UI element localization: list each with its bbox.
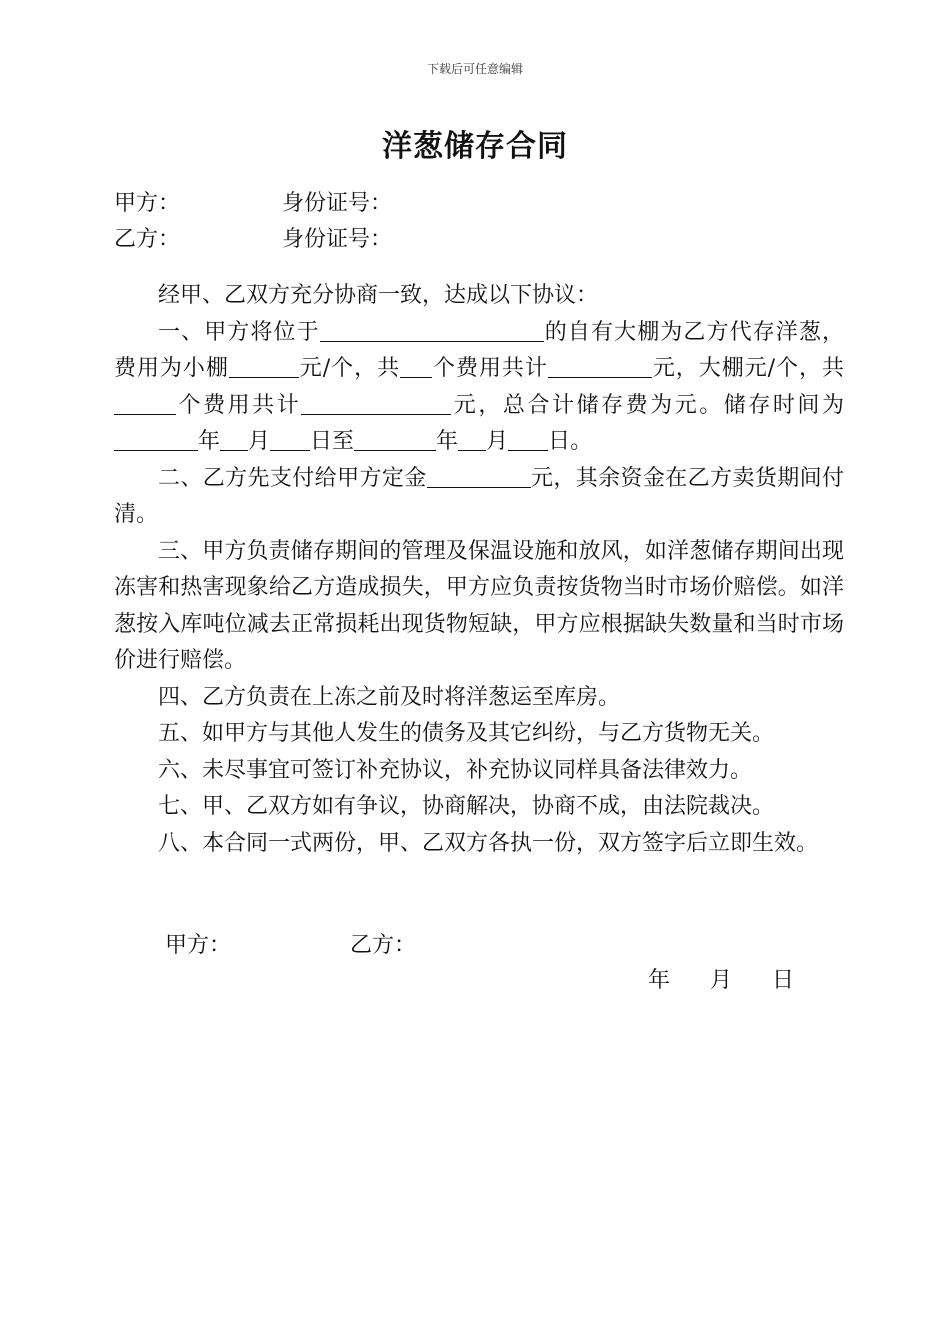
clause-2 (114, 461, 844, 534)
parties-block (114, 186, 393, 258)
end-day-blank (508, 428, 548, 451)
clause-6: 六、未尽事宜可签订补充协议，补充协议同样具备法律效力。 (158, 757, 753, 783)
clause-2-text-2: 元，其余资金在乙方卖货期间付清。 (114, 465, 844, 527)
start-month-blank (220, 428, 248, 451)
end-year-blank (354, 428, 436, 451)
signature-block (165, 928, 417, 959)
header-note: 下载后可任意编辑 (426, 62, 523, 76)
clause-7: 七、甲、乙双方如有争议，协商解决，协商不成，由法院裁决。 (158, 794, 775, 819)
party-a-row (114, 186, 393, 222)
clause-1-text-3: 元/个，共 (298, 356, 401, 381)
contract-body (114, 278, 844, 862)
clause-1-text-6: 个费用共计 (176, 392, 302, 418)
date-line (648, 963, 794, 994)
start-day-blank (270, 428, 310, 451)
clause-1-text-10: 日至 (310, 429, 355, 454)
party-a-label: 甲方： (114, 191, 181, 216)
party-b-id-label: 身份证号： (282, 227, 393, 252)
clause-1-text-4: 个费用共计 (432, 356, 548, 381)
clause-8: 八、本合同一式两份，甲、乙双方各执一份，双方签字后立即生效。 (158, 830, 819, 856)
location-blank (320, 319, 544, 342)
clause-1-text-5: 元，大棚元/个，共 (651, 356, 844, 381)
small-shed-total-blank (548, 355, 652, 378)
clause-1-text-11: 年 (436, 429, 459, 454)
clause-5: 五、如甲方与其他人发生的债务及其它纠纷，与乙方货物无关。 (158, 721, 775, 746)
clause-1-text-12: 月 (486, 429, 509, 454)
clause-1-text-7: 元，总合计储存费为元。储存时间为 (451, 392, 844, 418)
party-b-label: 乙方： (114, 227, 181, 252)
clause-1 (114, 315, 844, 461)
signature-party-a-label: 甲方： (165, 933, 232, 958)
clause-1-text-1: 一、甲方将位于 (158, 319, 320, 345)
clause-intro: 经甲、乙双方充分协商一致，达成以下协议： (158, 283, 599, 308)
document-title: 洋葱储存合同 (382, 129, 568, 164)
deposit-blank (427, 465, 531, 488)
clause-1-text-9: 月 (248, 429, 271, 454)
date-day-label: 日 (772, 968, 795, 993)
party-a-id-label: 身份证号： (282, 191, 393, 216)
clause-1-text-2: 的自有大棚为乙方代存洋葱，费用为小棚 (114, 319, 844, 381)
small-shed-count-blank (400, 355, 432, 378)
large-shed-total-blank (301, 392, 451, 415)
signature-party-b-label: 乙方： (350, 933, 417, 958)
small-shed-price-blank (229, 355, 299, 378)
start-year-blank (114, 428, 198, 451)
end-month-blank (458, 428, 486, 451)
clause-3: 三、甲方负责储存期间的管理及保温设施和放风，如洋葱储存期间出现冻害和热害现象给乙方造成损失，甲方应负责按货物当时市场价赔偿。如洋葱按入库吨位减去正常损耗出现货物短缺，甲方应根据缺失数量和当时市场价进行赔偿。 (114, 538, 844, 673)
clause-1-text-13: 日。 (548, 429, 593, 454)
date-month-label: 月 (710, 968, 733, 993)
party-b-row (114, 222, 393, 258)
clause-4: 四、乙方负责在上冻之前及时将洋葱运至库房。 (158, 684, 621, 710)
date-year-label: 年 (648, 968, 671, 993)
large-shed-count-blank (114, 392, 176, 415)
clause-1-text-8: 年 (198, 429, 221, 454)
clause-2-text-1: 二、乙方先支付给甲方定金 (158, 465, 427, 491)
